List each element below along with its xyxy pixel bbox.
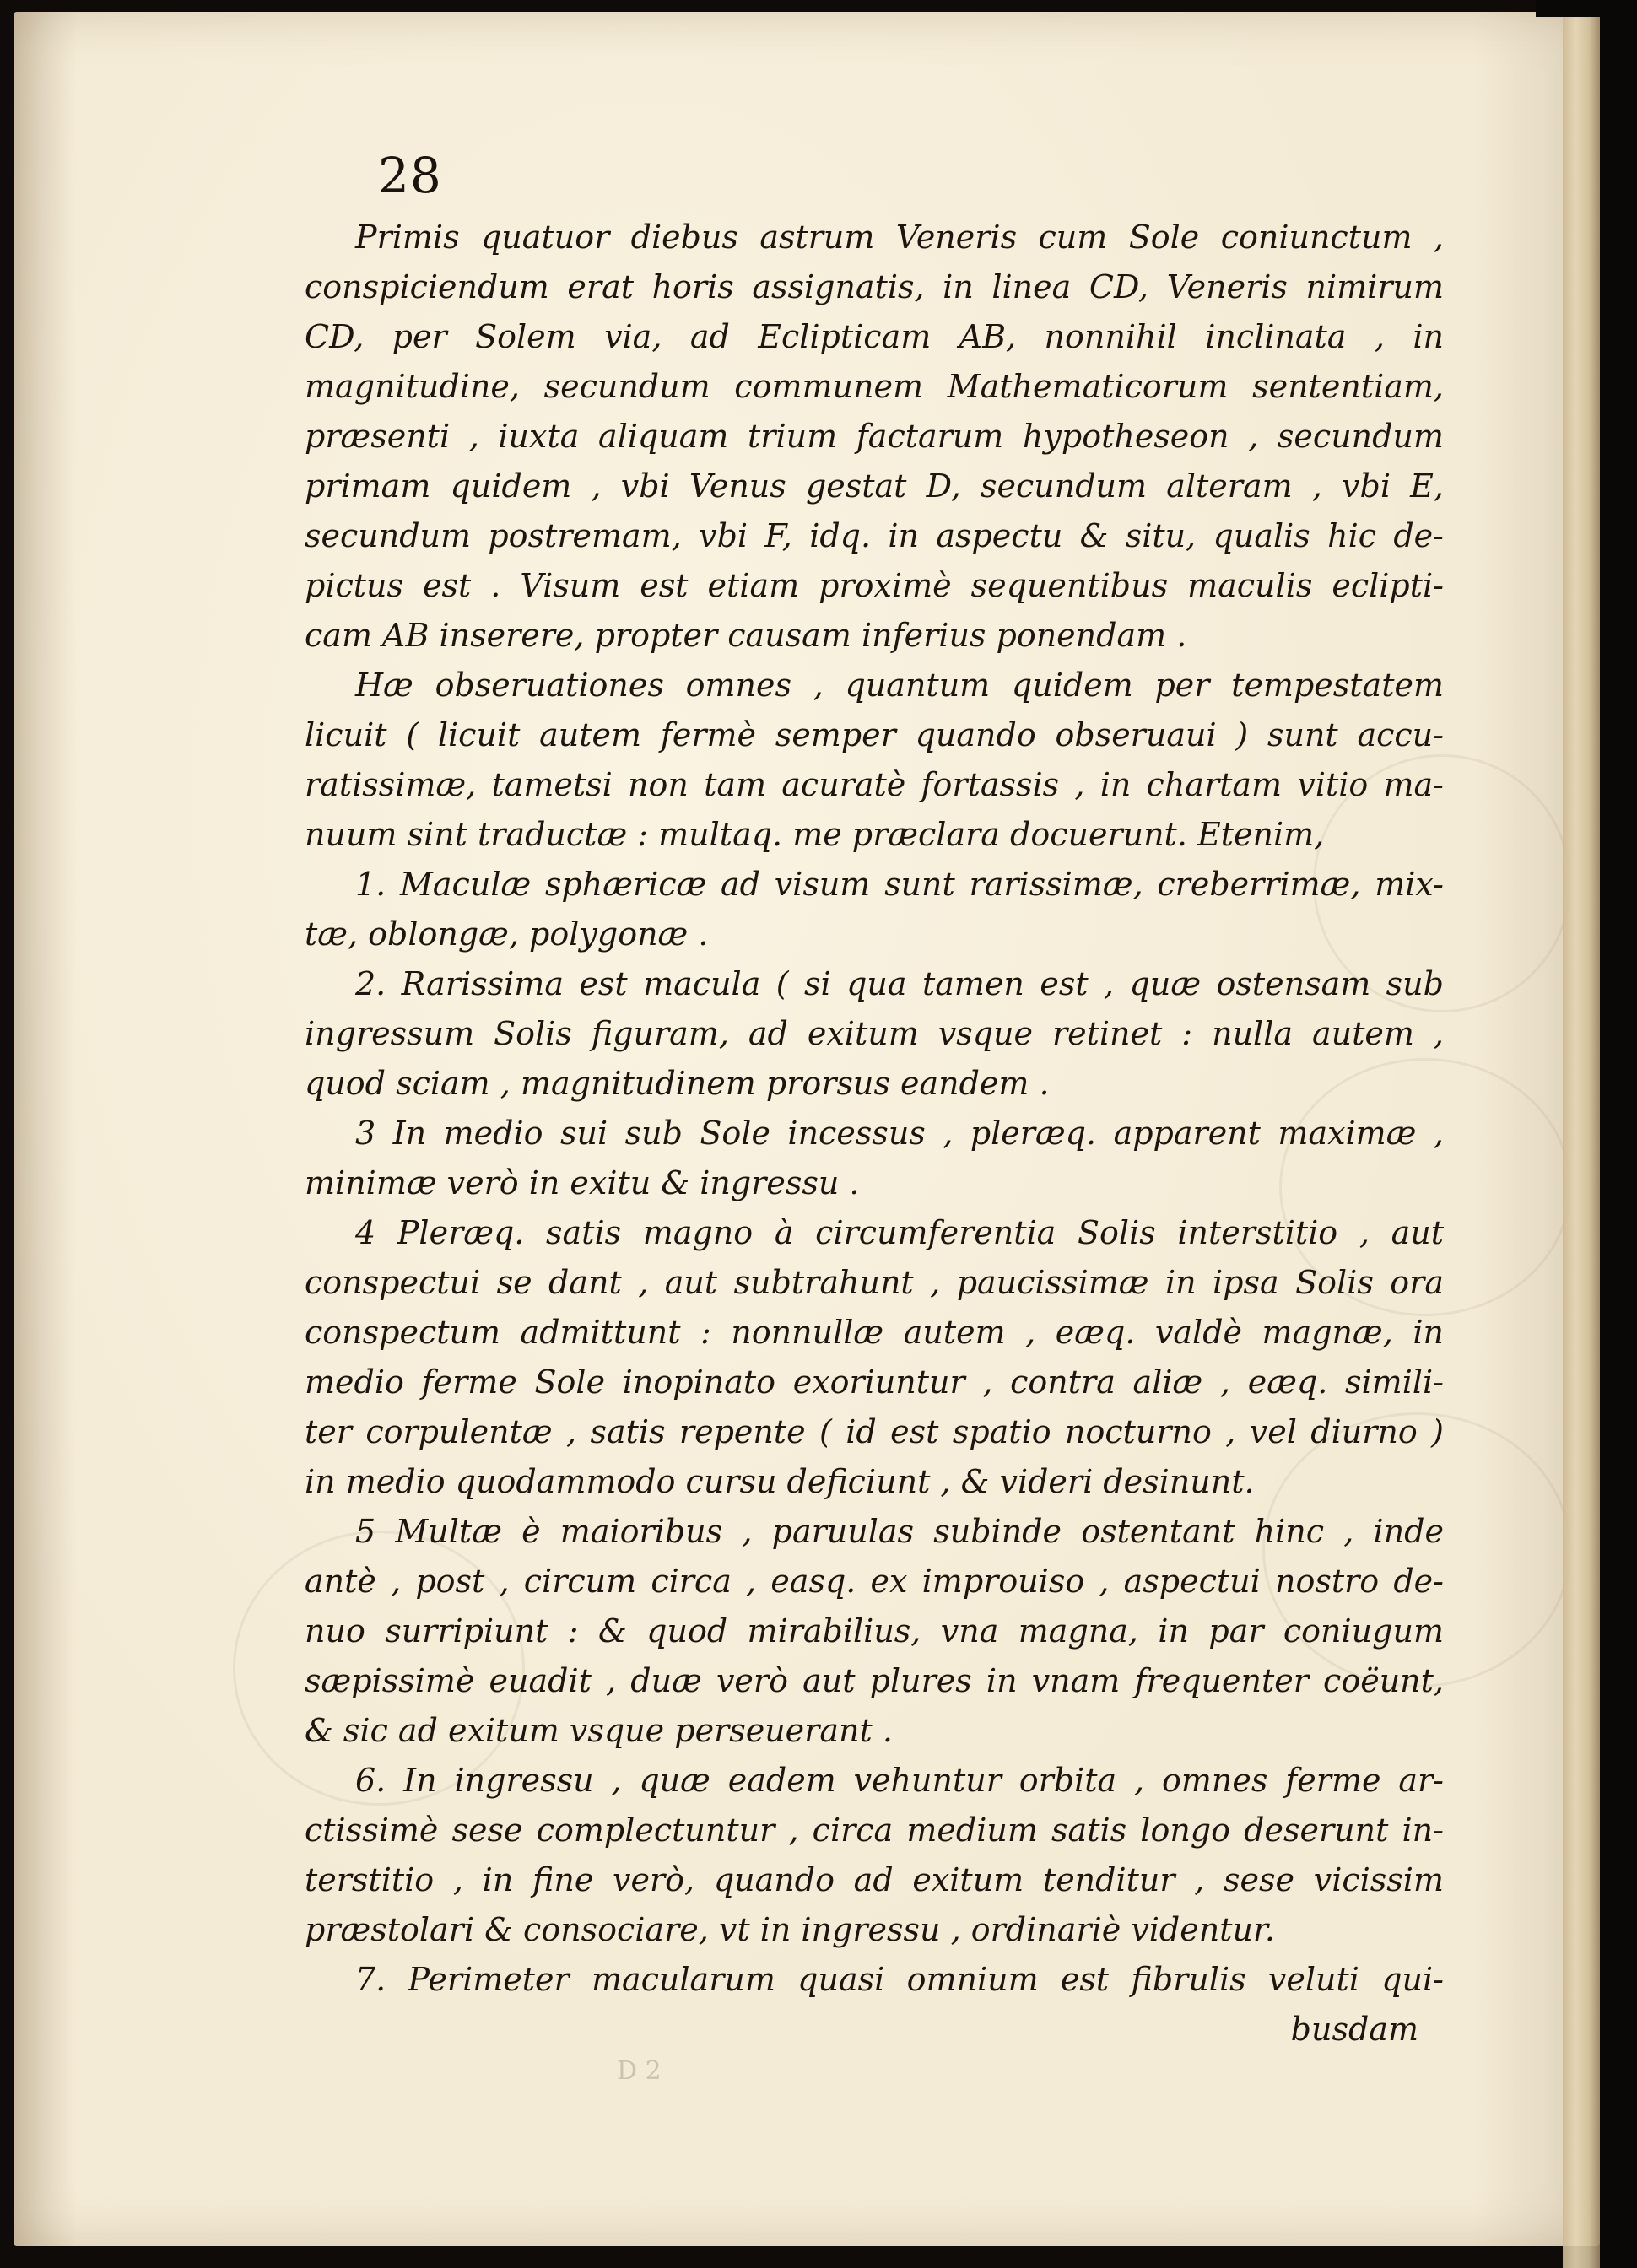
text-line: & sic ad exitum vsque perseuerant . (305, 1712, 893, 1749)
text-line: terstitio , in fine verò, quando ad exitum tenditur , sese vicissim (305, 1861, 1444, 1898)
text-line: ingressum Solis figuram, ad exitum vsque retinet : nulla autem , (305, 1015, 1444, 1052)
text-line: nuum sint traductæ : multaq. me præclara docuerunt. Etenim, (305, 816, 1325, 853)
text-line: sæpissimè euadit , duæ verò aut plures in vnam frequenter coëunt, (305, 1662, 1444, 1699)
text-line: 4 Pleræq. satis magno à circumferentia Solis interstitio , aut (355, 1214, 1444, 1251)
text-line: ter corpulentæ , satis repente ( id est spatio nocturno , vel diurno ) (305, 1413, 1444, 1450)
text-line: tæ, oblongæ, polygonæ . (305, 915, 709, 953)
page-edge (1563, 0, 1600, 2268)
text-line: ctissimè sese complectuntur , circa medium satis longo deserunt in- (305, 1812, 1444, 1849)
text-line: 2. Rarissima est macula ( si qua tamen est , quæ ostensam sub (355, 965, 1444, 1002)
text-line: conspiciendum erat horis assignatis, in linea CD, Veneris nimirum (305, 268, 1444, 305)
text-line: medio ferme Sole inopinato exoriuntur , contra aliæ , eæq. simili- (305, 1364, 1444, 1401)
text-line: minimæ verò in exitu & ingressu . (305, 1164, 860, 1202)
text-line: 7. Perimeter macularum quasi omnium est fibrulis veluti qui- (355, 1961, 1444, 1998)
text-line: præstolari & consociare, vt in ingressu , ordinariè videntur. (305, 1911, 1275, 1948)
text-line: cam AB inserere, propter causam inferius ponendam . (305, 617, 1187, 654)
scan-border-top (1536, 0, 1637, 17)
text-line: Primis quatuor diebus astrum Veneris cum Sole coniunctum , (355, 219, 1444, 256)
body-text (305, 213, 1444, 2088)
text-line: magnitudine, secundum communem Mathematicorum sententiam, (305, 368, 1444, 405)
text-line: 3 In medio sui sub Sole incessus , pleræq. apparent maximæ , (355, 1115, 1444, 1152)
page-number: 28 (378, 147, 442, 204)
text-line: conspectum admittunt : nonnullæ autem , eæq. valdè magnæ, in (305, 1314, 1444, 1351)
catchword: busdam (1290, 2011, 1418, 2048)
scan-border (1600, 0, 1637, 2268)
text-line: antè , post , circum circa , easq. ex improuiso , aspectui nostro de- (305, 1563, 1444, 1600)
text-line: Hæ obseruationes omnes , quantum quidem per tempestatem (355, 667, 1444, 704)
text-line: nuo surripiunt : & quod mirabilius, vna magna, in par coniugum (305, 1612, 1444, 1650)
text-line: pictus est . Visum est etiam proximè sequentibus maculis eclipti- (305, 567, 1444, 604)
text-line: CD, per Solem via, ad Eclipticam AB, nonnihil inclinata , in (305, 318, 1444, 355)
text-line: 6. In ingressu , quæ eadem vehuntur orbita , omnes ferme ar- (355, 1762, 1444, 1799)
text-line: conspectui se dant , aut subtrahunt , paucissimæ in ipsa Solis ora (305, 1264, 1444, 1301)
book-page (14, 12, 1600, 2246)
text-line: 1. Maculæ sphæricæ ad visum sunt rarissimæ, creberrimæ, mix- (355, 866, 1444, 903)
text-line: primam quidem , vbi Venus gestat D, secundum alteram , vbi E, (305, 467, 1444, 505)
text-line: 5 Multæ è maioribus , paruulas subinde ostentant hinc , inde (355, 1513, 1444, 1550)
text-line: secundum postremam, vbi F, idq. in aspectu & situ, qualis hic de- (305, 517, 1444, 554)
signature-mark: D 2 (617, 2056, 662, 2086)
text-line: præsenti , iuxta aliquam trium factarum hypotheseon , secundum (305, 418, 1444, 455)
text-line: ratissimæ, tametsi non tam acuratè fortassis , in chartam vitio ma- (305, 766, 1444, 803)
text-line: quod sciam , magnitudinem prorsus eandem . (305, 1065, 1050, 1102)
text-line: licuit ( licuit autem fermè semper quando obseruaui ) sunt accu- (305, 716, 1444, 753)
text-line: in medio quodammodo cursu deficiunt , & videri desinunt. (305, 1463, 1255, 1500)
